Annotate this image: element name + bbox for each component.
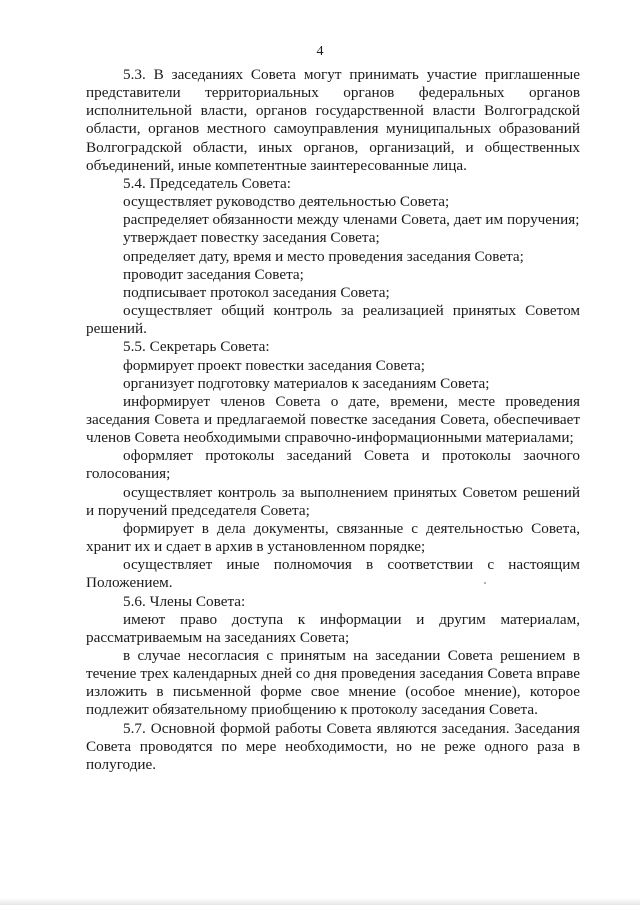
scan-bottom-edge <box>0 898 640 905</box>
paragraph-item: имеют право доступа к информации и другим материалам, рассматриваемым на заседаниях Совета; <box>86 610 580 646</box>
paragraph-item: оформляет протоколы заседаний Совета и протоколы заочного голосования; <box>86 447 580 483</box>
paragraph-item: подписывает протокол заседания Совета; <box>123 283 390 301</box>
paragraph-item: осуществляет иные полномочия в соответствии с настоящим Положением. <box>86 556 580 592</box>
paragraph-item: организует подготовку материалов к заседаниям Совета; <box>123 374 490 392</box>
paragraph-item: формирует в дела документы, связанные с деятельностью Совета, хранит их и сдает в архив в установленном порядке; <box>86 519 580 556</box>
paragraph-item: информирует членов Совета о дате, времени, месте проведения заседания Совета и предлагаемой повестке заседания Совета, обеспечивает членов Совета необходимыми справочно-информационными материалами; <box>86 392 580 447</box>
paragraph-item: проводит заседания Совета; <box>123 265 304 283</box>
paragraph-5-3: 5.3. В заседаниях Совета могут принимать участие приглашенные представители территориальных органов федеральных органов исполнительной власти, органов государственной власти Волгоградской области, органов местного самоуправления муниципальных образований Волгоградской области, иных органов, организаций, и общественных объединений, иные компетентные заинтересованные лица. <box>86 66 580 174</box>
paragraph-item: утверждает повестку заседания Совета; <box>123 229 380 247</box>
paragraph-item: осуществляет контроль за выполнением принятых Советом решений и поручений председателя Совета; <box>86 483 580 519</box>
document-body <box>86 66 580 774</box>
page-number: 4 <box>316 44 324 59</box>
paragraph-5-6-heading: 5.6. Члены Совета: <box>123 592 246 610</box>
paragraph-item: осуществляет руководство деятельностью Совета; <box>123 193 450 211</box>
paragraph-5-5-heading: 5.5. Секретарь Совета: <box>123 338 270 356</box>
paragraph-item: формирует проект повестки заседания Совета; <box>123 356 425 374</box>
paragraph-5-7: 5.7. Основной формой работы Совета являются заседания. Заседания Совета проводятся по мере необходимости, но не реже одного раза в полугодие. <box>86 719 580 773</box>
paragraph-item: определяет дату, время и место проведения заседания Совета; <box>123 247 524 265</box>
paragraph-item: распределяет обязанности между членами Совета, дает им поручения; <box>123 211 580 229</box>
paragraph-item: в случае несогласия с принятым на заседании Совета решением в течение трех календарных дней со дня проведения заседания Совета вправе изложить в письменной форме свое мнение (особое мнение), которое подлежит обязательному приобщению к протоколу заседания Совета. <box>86 647 580 719</box>
scan-speck <box>484 582 486 584</box>
paragraph-item: осуществляет общий контроль за реализацией принятых Советом решений. <box>86 302 580 338</box>
paragraph-5-4-heading: 5.4. Председатель Совета: <box>123 174 291 192</box>
